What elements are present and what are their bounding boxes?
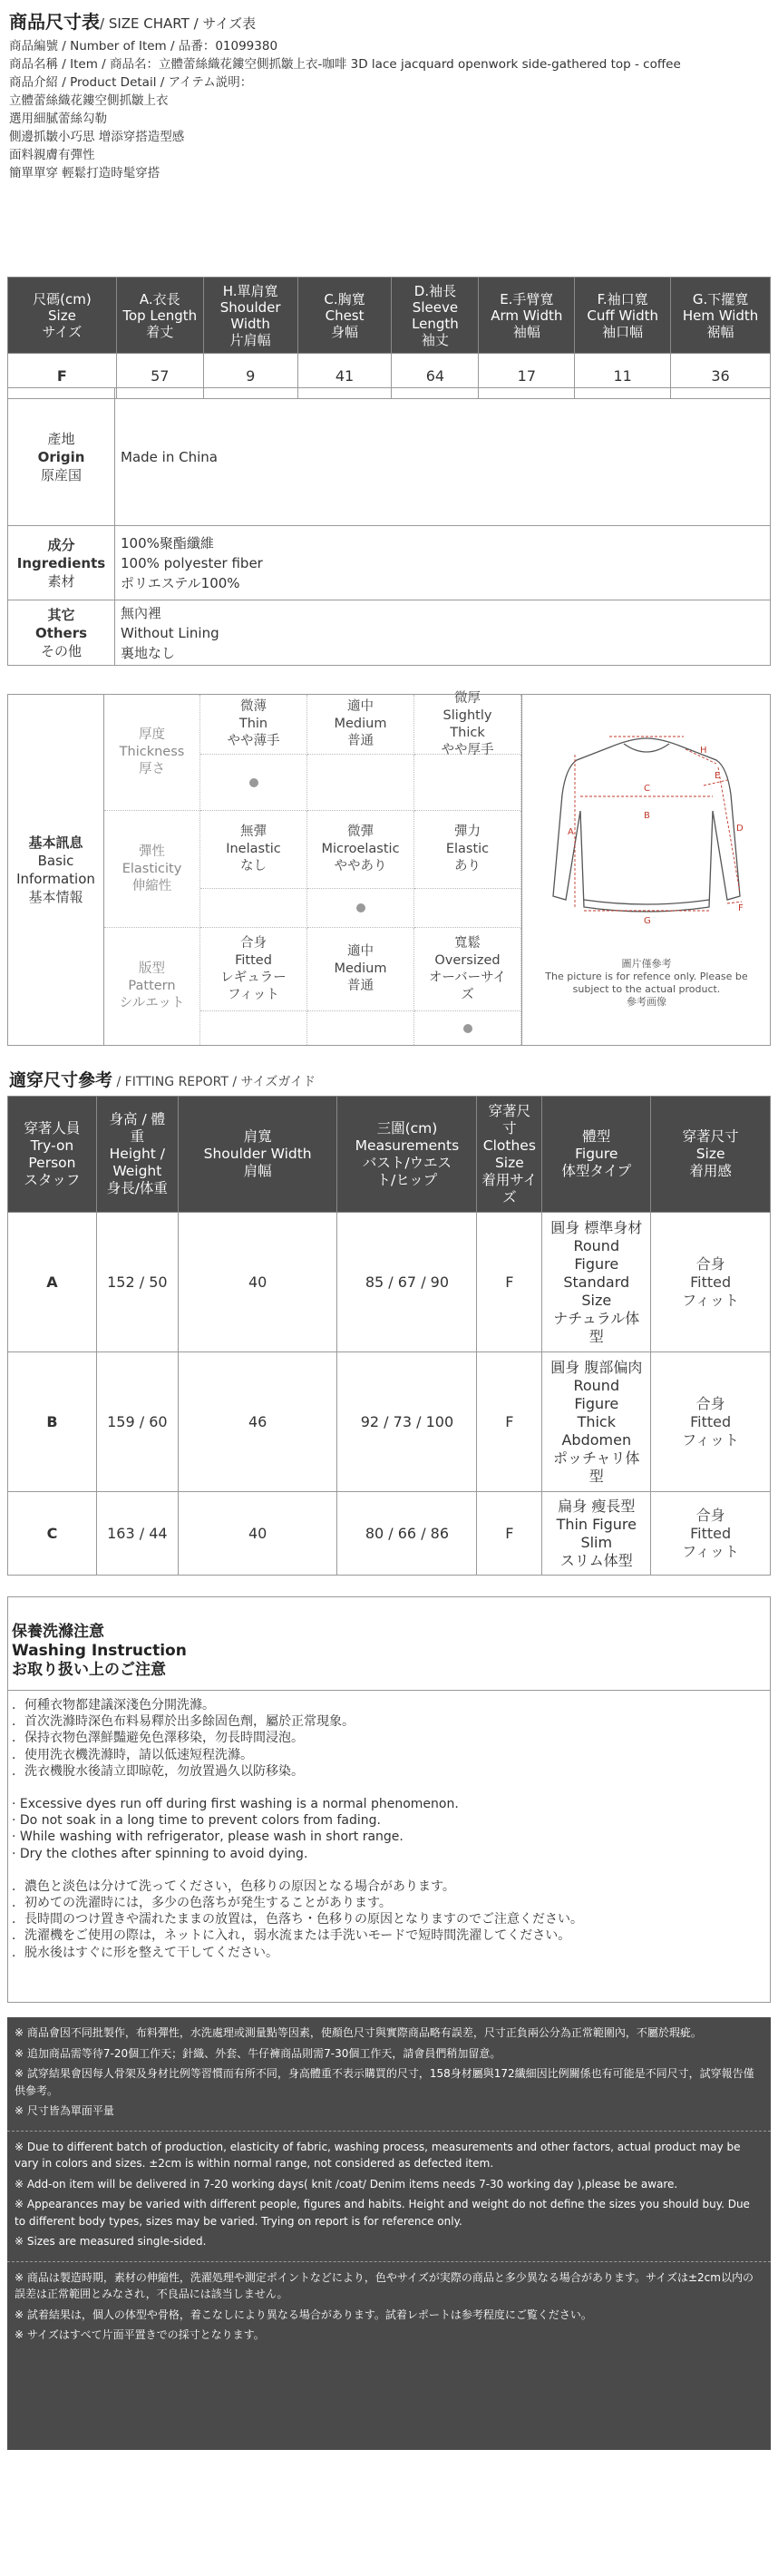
garment-diagram [521, 695, 770, 1045]
info-detail-line: 簡單單穿 輕鬆打造時髦穿搭 [9, 166, 160, 181]
attr-label-origin: 產地 Origin 原産国 [8, 388, 115, 526]
washing-line-en: · Excessive dyes run off during first washing is a normal phenomenon. [12, 1797, 459, 1812]
dim-e-label: E [715, 771, 721, 781]
info-detail-line: 側邊抓皺小巧思 增添穿搭造型感 [9, 130, 185, 144]
selected-dot-icon [249, 778, 258, 787]
attr-value-origin: Made in China [115, 388, 771, 526]
elasticity-dot-cell [307, 889, 414, 928]
size-header-hem: G.下擺寬 Hem Width 裾幅 [671, 278, 771, 354]
attr-row-origin [8, 388, 771, 526]
note-line: ※ 商品會因不同批製作，布料彈性，水洗處理或測量點等因素，使顏色尺寸與實際商品略有誤差，尺寸正負兩公分為正常範圍內，不屬於瑕疵。 [15, 2026, 702, 2039]
fit-figure: 扁身 瘦長型 Thin Figure Slim スリム体型 [542, 1492, 651, 1576]
dim-g-label: G [644, 916, 651, 926]
dim-f-label: F [738, 903, 744, 913]
note-line: ※ 試着結果は，個人の体型や骨格，着こなしにより異なる場合があります。試着レポートは参考程度にご覧ください。 [15, 2308, 592, 2321]
washing-line-ja: ．長時間のつけ置きや濡れたままの放置は，色落ち・色移りの原因となりますのでご注意ください。 [12, 1912, 583, 1927]
size-cell: 57 [116, 354, 203, 399]
fit-clothes-size: F [477, 1492, 542, 1576]
washing-line-ja: ．濃色と淡色は分けて洗ってください，色移りの原因となる場合があります。 [12, 1878, 455, 1894]
product-info [0, 34, 778, 186]
size-header-top-length: A.衣長 Top Length 着丈 [116, 278, 203, 354]
fit-measurements: 85 / 67 / 90 [337, 1213, 477, 1352]
thickness-dot-cell [200, 755, 307, 811]
note-line: ※ 商品は製造時期，素材の伸縮性，洗濯処理や測定ポイントなどにより，色やサイズが実際の商品と多少異なる場合があります。サイズは±2cm以内の誤差は正常範囲とみなされ，不良品には該当しません。 [15, 2270, 754, 2300]
elasticity-dot-cell [414, 889, 521, 928]
dim-h-label: H [700, 746, 707, 756]
thickness-option-medium: 適中 Medium 普通 [307, 695, 414, 755]
size-header-cuff: F.袖口寬 Cuff Width 袖口幅 [575, 278, 671, 354]
basic-info-label: 基本訊息 Basic Information 基本情報 [8, 695, 104, 1045]
thickness-dot-cell [307, 755, 414, 811]
elasticity-dot-cell [200, 889, 307, 928]
size-chart-title [0, 0, 778, 34]
size-cell: 36 [671, 354, 771, 399]
elasticity-option-micro: 微彈 Microelastic ややあり [307, 811, 414, 889]
washing-instruction [7, 1596, 771, 2003]
fit-shoulder: 40 [178, 1492, 337, 1576]
notes-en [7, 2132, 771, 2262]
note-line: ※ Sizes are measured single-sided. [15, 2235, 207, 2248]
size-cell: 17 [479, 354, 575, 399]
info-item-number: 商品編號 / Number of Item / 品番：01099380 [9, 39, 278, 54]
fit-feel: 合身 Fitted フィット [651, 1492, 771, 1576]
fit-header-fit: 穿著尺寸 Size 着用感 [651, 1097, 771, 1213]
washing-heading: 保養洗滌注意 Washing Instruction お取り扱い上のご注意 [12, 1623, 187, 1679]
size-header-sleeve: D.袖長 Sleeve Length 袖丈 [392, 278, 479, 354]
note-line: ※ Add-on item will be delivered in 7-20 working days( knit /coat/ Denim items needs 7-30 working day ),please be aware. [15, 2177, 678, 2191]
washing-line-ja: ．初めての洗濯時には，多少の色落ちが発生することがあります。 [12, 1896, 392, 1911]
notes-zh [7, 2017, 771, 2132]
basic-info-grid [104, 690, 521, 1045]
attributes-table [7, 387, 771, 666]
fit-person: A [8, 1213, 97, 1352]
table-row [8, 1352, 771, 1492]
basic-info-block [7, 690, 771, 1046]
note-line: ※ Due to different batch of production, elasticity of fabric, washing process, measurements and other factors, actual product may be vary in colors and sizes. ±2cm is within normal range, not considered as defected item. [15, 2140, 741, 2170]
notes-ja [7, 2262, 771, 2355]
washing-line-en: · Dry the clothes after spinning to avoid dying. [12, 1846, 308, 1861]
table-row [8, 1492, 771, 1576]
info-detail-line: 選用細膩蕾絲勾勒 [9, 112, 107, 126]
fit-person: B [8, 1352, 97, 1492]
size-cell: F [8, 354, 117, 399]
pattern-option-fitted: 合身 Fitted レギュラー フィット [200, 928, 307, 1011]
fit-clothes-size: F [477, 1213, 542, 1352]
info-product-detail-label: 商品介紹 / Product Detail / アイテム説明： [9, 75, 253, 90]
fit-shoulder: 46 [178, 1352, 337, 1492]
elasticity-option-elastic: 彈力 Elastic あり [414, 811, 521, 889]
size-header-shoulder: H.單肩寬 Shoulder Width 片肩幅 [203, 278, 297, 354]
note-line: ※ 追加商品需等待7-20個工作天；針織、外套、牛仔褲商品則需7-30個工作天，請會員們稍加留意。 [15, 2046, 501, 2060]
dim-c-label: C [644, 784, 650, 794]
pattern-dot-cell [414, 1011, 521, 1045]
pattern-dot-cell [200, 1011, 307, 1045]
notes-panel [7, 2017, 771, 2450]
washing-line-ja: ．脱水後はすぐに形を整えて干してください。 [12, 1945, 278, 1960]
fit-height-weight: 159 / 60 [96, 1352, 178, 1492]
attr-row-others [8, 600, 771, 666]
size-header-chest: C.胸寬 Chest 身幅 [297, 278, 392, 354]
attr-value-others: 無內裡 Without Lining 裏地なし [115, 600, 771, 666]
dim-b-label: B [644, 811, 650, 821]
fit-figure: 圓身 標準身材 Round Figure Standard Size ナチュラル体 型 [542, 1213, 651, 1352]
dim-a-label: A [568, 827, 574, 837]
size-chart-title-sub: / SIZE CHART / サイズ表 [100, 15, 257, 32]
fit-measurements: 92 / 73 / 100 [337, 1352, 477, 1492]
washing-line-en: · Do not soak in a long time to prevent colors from fading. [12, 1813, 381, 1829]
size-header-arm: E.手臂寬 Arm Width 袖幅 [479, 278, 575, 354]
washing-line-zh: ．首次洗滌時深色布料易釋於出多餘固色劑，屬於正常現象。 [12, 1714, 355, 1730]
fit-height-weight: 152 / 50 [96, 1213, 178, 1352]
size-chart-title-main: 商品尺寸表 [9, 11, 100, 33]
attr-value-ingredients: 100%聚酯纖維 100% polyester fiber ポリエステル100% [115, 526, 771, 600]
thickness-option-thin: 微薄 Thin やや薄手 [200, 695, 307, 755]
pattern-dot-cell [307, 1011, 414, 1045]
thickness-label: 厚度 Thickness 厚さ [104, 695, 200, 811]
size-header-size: 尺碼(cm) Size サイズ [8, 278, 117, 354]
fit-clothes-size: F [477, 1352, 542, 1492]
fit-feel: 合身 Fitted フィット [651, 1213, 771, 1352]
thickness-dot-cell [414, 755, 521, 811]
fit-measurements: 80 / 66 / 86 [337, 1492, 477, 1576]
size-table [7, 277, 771, 399]
washing-line-en: · While washing with refrigerator, please wash in short range. [12, 1830, 404, 1845]
fit-header-shoulder: 肩寬 Shoulder Width 肩幅 [178, 1097, 337, 1213]
elasticity-option-inelastic: 無彈 Inelastic なし [200, 811, 307, 889]
table-row [8, 1213, 771, 1352]
fit-header-clothes-size: 穿著尺 寸 Clothes Size 着用サイズ [477, 1097, 542, 1213]
attr-row-ingredients [8, 526, 771, 600]
attr-label-ingredients: 成分 Ingredients 素材 [8, 526, 115, 600]
fit-height-weight: 163 / 44 [96, 1492, 178, 1576]
attr-label-others: 其它 Others その他 [8, 600, 115, 666]
size-cell: 64 [392, 354, 479, 399]
washing-divider [8, 1690, 770, 1691]
fit-header-height-weight: 身高 / 體 重 Height / Weight 身長/体重 [96, 1097, 178, 1213]
fitting-table [7, 1096, 771, 1576]
fit-shoulder: 40 [178, 1213, 337, 1352]
thickness-option-thick: 微厚 Slightly Thick やや厚手 [414, 695, 521, 755]
info-detail-line: 面料親膚有彈性 [9, 148, 95, 162]
note-line: ※ 尺寸皆為單面平量 [15, 2104, 114, 2117]
fit-person: C [8, 1492, 97, 1576]
pattern-label: 版型 Pattern シルエット [104, 928, 200, 1045]
fit-header-person: 穿著人員 Try-on Person スタッフ [8, 1097, 97, 1213]
info-item-name: 商品名稱 / Item / 商品名：立體蕾絲織花鏤空側抓皺上衣-咖啡 3D lace jacquard openwork side-gathered top - coffee [9, 57, 681, 72]
selected-dot-icon [356, 903, 365, 912]
size-cell: 9 [203, 354, 297, 399]
elasticity-label: 彈性 Elasticity 伸縮性 [104, 811, 200, 928]
pattern-option-medium: 適中 Medium 普通 [307, 928, 414, 1011]
washing-line-ja: ．洗濯機をご使用の際は，ネットに入れ，弱水流または手洗いモードで短時間洗濯してください。 [12, 1928, 571, 1944]
pattern-option-oversized: 寬鬆 Oversized オーバーサイ ズ [414, 928, 521, 1011]
note-line: ※ サイズはすべて片面平置きでの採寸となります。 [15, 2328, 265, 2341]
fitting-report-title: 適穿尺寸參考 / FITTING REPORT / サイズガイド [9, 1070, 316, 1090]
fit-header-measurements: 三圍(cm) Measurements バスト/ウエス ト/ヒップ [337, 1097, 477, 1213]
size-cell: 41 [297, 354, 392, 399]
washing-line-zh: ．何種衣物都建議深淺色分開洗滌。 [12, 1698, 215, 1712]
fit-header-figure: 體型 Figure 体型タイプ [542, 1097, 651, 1213]
washing-line-zh: ．使用洗衣機洗滌時，請以低速短程洗滌。 [12, 1747, 253, 1762]
note-line: ※ 試穿結果會因每人骨架及身材比例等習慣而有所不同，身高體重不表示購買的尺寸，158身材屬與172纖細因比例關係也有可能是不同尺寸，試穿報告僅供參考。 [15, 2067, 754, 2097]
size-cell: 11 [575, 354, 671, 399]
washing-body [12, 1697, 768, 1961]
sweater-diagram-icon [522, 695, 771, 958]
fit-figure: 圓身 腹部偏肉 Round Figure Thick Abdomen ポッチャリ体 型 [542, 1352, 651, 1492]
info-detail-line: 立體蕾絲織花鏤空側抓皺上衣 [9, 93, 169, 108]
dim-d-label: D [736, 824, 744, 834]
note-line: ※ Appearances may be varied with different people, figures and habits. Height and weight do not define the sizes you should buy. Due to different body types, sizes may be varied. Trying on report is for reference only. [15, 2198, 750, 2228]
selected-dot-icon [463, 1024, 472, 1033]
washing-line-zh: ．洗衣機脫水後請立即晾乾，勿放置過久以防移染。 [12, 1763, 304, 1779]
fit-feel: 合身 Fitted フィット [651, 1352, 771, 1492]
figure-caption: 圖片僅參考 The picture is for refence only. Please be subject to the actual product. 參考画像 [545, 958, 748, 1008]
washing-line-zh: ．保持衣物色澤鮮豔避免色澤移染，勿長時間浸泡。 [12, 1731, 304, 1746]
